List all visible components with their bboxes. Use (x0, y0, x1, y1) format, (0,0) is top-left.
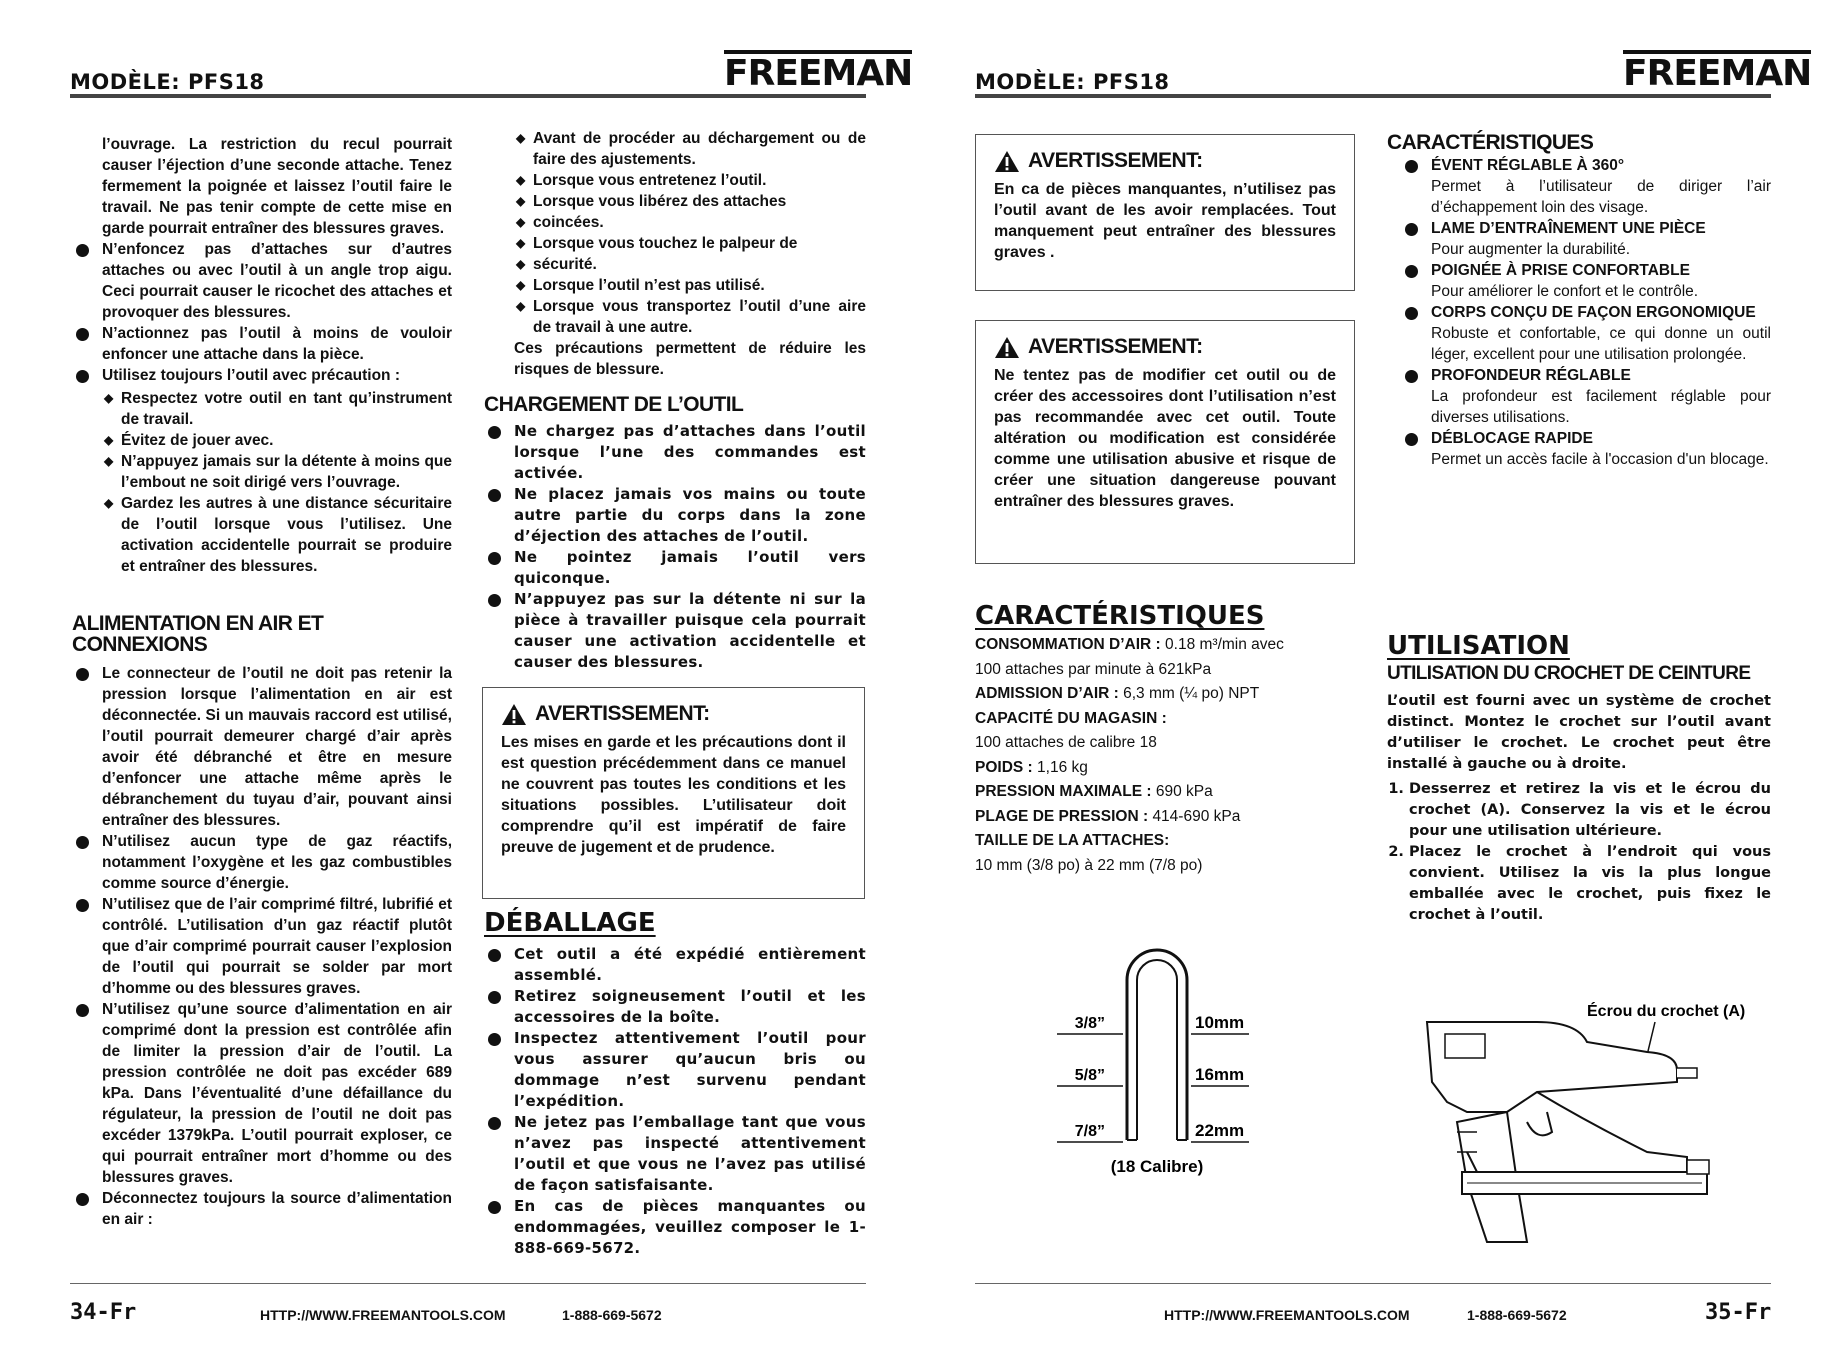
list-item: 1. Desserrez et retirez la vis et le écrou du crochet (A). Conservez la vis et le écrou pour une utilisation ultérieure. (1409, 779, 1771, 842)
list-item: CORPS CONÇU DE FAÇON ERGONOMIQUE Robuste et confortable, ce qui donne un outil léger, excellent pour une utilisation prolongée. (1401, 302, 1771, 365)
spec-air: CONSOMMATION D’AIR : 0.18 m³/min avec (975, 636, 1284, 653)
list-item: ÉVENT RÉGLABLE À 360° Permet à l’utilisateur de diriger l’air d’échappement loin des visage. (1401, 155, 1771, 218)
page-number: 35-Fr (1705, 1300, 1772, 1325)
list-item: POIGNÉE À PRISE CONFORTABLE Pour améliorer le confort et le contrôle. (1401, 260, 1771, 302)
usage-intro: L’outil est fourni avec un système de crochet distinct. Montez le crochet sur l’outil avant d’utiliser le crochet. Le crochet peut être installé à gauche ou à droite. (1387, 693, 1771, 772)
list-item: N’actionnez pas l’outil à moins de vouloir enfoncer une attache dans la pièce. (72, 323, 452, 365)
staple-caption: (18 Calibre) (1110, 1157, 1204, 1176)
list-item: N’appuyez pas sur la détente ni sur la pièce à travailler puisque cela pourrait causer une activation accidentelle et causer des blessures. (484, 589, 866, 673)
warning-triangle-icon (994, 150, 1020, 173)
model-header: MODÈLE: PFS18 (975, 70, 1170, 94)
warning-heading (501, 702, 846, 726)
footer-rule (70, 1283, 866, 1284)
right-page (917, 0, 1834, 1362)
warning-body: Ne tentez pas de modifier cet outil ou de créer des accessoires dont l’utilisation n’est pas recommandée avec cet outil. Toute altération ou modification est considérée comme une utilisation abusive et risque de créer une situation dangereuse pouvant entraîner des blessures graves. (994, 367, 1336, 510)
staple-label-16mm: 16mm (1195, 1065, 1245, 1084)
footer-url: HTTP://WWW.FREEMANTOOLS.COM (260, 1307, 506, 1323)
air-section-title: ALIMENTATION EN AIR ET CONNEXIONS (72, 612, 324, 656)
spec-size-label: TAILLE DE LA ATTACHES: (975, 832, 1170, 849)
warning-title: AVERTISSEMENT: (1028, 335, 1203, 358)
staple-label-3-8: 3/8” (1074, 1015, 1105, 1032)
list-item: N’utilisez aucun type de gaz réactifs, notamment l’oxygène et les gaz combustibles comme source d’énergie. (72, 831, 452, 894)
usage-section (1387, 631, 1771, 926)
staple-label-7-8: 7/8” (1074, 1123, 1105, 1140)
list-item: Inspectez attentivement l’outil pour vous assurer qu’aucun bris ou dommage n’est survenu pendant l’expédition. (484, 1028, 866, 1112)
warning-box (482, 687, 865, 899)
warning-heading (994, 335, 1336, 359)
list-item: PROFONDEUR RÉGLABLE La profondeur est facilement réglable pour diverses utilisations. (1401, 365, 1771, 428)
list-item: ◆ N’appuyez jamais sur la détente à moins que l’embout ne soit dirigé vers l’ouvrage. (102, 451, 452, 493)
model-header: MODÈLE: PFS18 (70, 70, 265, 94)
warning-box-2 (975, 320, 1355, 564)
usage-title: UTILISATION (1387, 631, 1570, 661)
warning-heading (994, 149, 1336, 173)
list-item: ◆ Avant de procéder au déchargement ou de faire des ajustements. (514, 128, 866, 170)
spec-inlet: ADMISSION D’AIR : 6,3 mm (¼ po) NPT (975, 685, 1260, 702)
staple-diagram (1037, 920, 1337, 1180)
staple-label-10mm: 10mm (1195, 1013, 1245, 1032)
warning-title: AVERTISSEMENT: (1028, 149, 1203, 172)
spec-mag-value: 100 attaches de calibre 18 (975, 734, 1157, 751)
list-item: ◆ Lorsque vous entretenez l’outil. (514, 170, 866, 191)
left-col-1 (72, 134, 452, 1230)
list-item: 2. Placez le crochet à l’endroit qui vous convient. Utilisez la vis la plus longue emballée avec le crochet, puis fixez le crochet à l’outil. (1409, 842, 1771, 926)
spec-weight: POIDS : 1,16 kg (975, 758, 1088, 776)
warning-body: Les mises en garde et les précautions dont il est question précédemment dans ce manuel ne couvrent pas toutes les conditions et les situations possibles. L’utilisateur doit comprendre qu’il est impératif de faire preuve de jugement et de prudence. (501, 734, 846, 856)
list-item: DÉBLOCAGE RAPIDE Permet un accès facile à l'occasion d'un blocage. (1401, 428, 1771, 470)
header-rule (975, 94, 1771, 98)
freeman-logo: FREEMAN (1623, 50, 1811, 94)
spec-air-2: 100 attaches par minute à 621kPa (975, 660, 1212, 678)
list-item: ◆ Lorsque vous libérez des attaches (514, 191, 866, 212)
features-list (1387, 155, 1771, 470)
intro-text: l’ouvrage. La restriction du recul pourrait causer l’éjection d’une seconde attache. Tenez fermement la poignée et laissez l’outil faire le travail. Ne pas tenir compte de cette mise en garde pourrait entraîner des blessures graves. (102, 136, 452, 237)
warning-box-1 (975, 134, 1355, 291)
list-item: ◆ Lorsque vous touchez le palpeur de (514, 233, 866, 254)
features-section (1387, 132, 1771, 470)
warning-triangle-icon (501, 703, 527, 726)
header-rule (70, 94, 866, 98)
spec-prange: PLAGE DE PRESSION : 414-690 kPa (975, 807, 1241, 825)
list-item: N’enfoncez pas d’attaches sur d’autres attaches ou avec l’outil à un angle trop aigu. Ceci pourrait causer le ricochet des attaches et provoquer des blessures. (72, 239, 452, 323)
list-item: ◆ Respectez votre outil en tant qu’instrument de travail. (102, 388, 452, 430)
air-bullets (72, 663, 452, 1230)
list-item: ◆ Lorsque l’outil n’est pas utilisé. (514, 275, 866, 296)
list-item: En cas de pièces manquantes ou endommagées, veuillez composer le 1-888-669-5672. (484, 1196, 866, 1259)
staple-label-22mm: 22mm (1195, 1121, 1245, 1140)
usage-subtitle: UTILISATION DU CROCHET DE CEINTURE (1387, 663, 1751, 684)
specs-section (975, 601, 1355, 878)
left-col-2 (484, 128, 866, 673)
usage-steps (1387, 779, 1771, 926)
list-item: N’utilisez que de l’air comprimé filtré, lubrifié et contrôlé. L’utilisation d’un gaz réactif plutôt que d’air comprimé pourrait causer l’explosion de l’outil qui pourrait se solder par mort d’homme ou des blessures graves. (72, 894, 452, 999)
spec-pmax: PRESSION MAXIMALE : 690 kPa (975, 783, 1213, 800)
freeman-logo: FREEMAN (724, 50, 912, 94)
list-item: ◆ Évitez de jouer avec. (102, 430, 452, 451)
list-item: Ne placez jamais vos mains ou toute autre partie du corps dans la zone d’éjection des attaches de l’outil. (484, 484, 866, 547)
list-item: Ne pointez jamais l’outil vers quiconque. (484, 547, 866, 589)
list-item: Le connecteur de l’outil ne doit pas retenir la pression lorsque l’alimentation en air est déconnectée. Si un mauvais raccord est utilisé, l’outil pourrait demeurer chargé d’air après avoir été débranché et être en mesure d’enfoncer une attache même après le débranchement du tuyau d’air, pouvant ainsi entraîner des blessures. (72, 663, 452, 831)
warning-triangle-icon (994, 336, 1020, 359)
list-item: N’utilisez qu’une source d’alimentation en air comprimé dont la pression est contrôlée afin de limiter la pression d’air de l’outil. La pression contrôlée ne doit pas excéder 689 kPa. Dans l’éventualité d’une défaillance du régulateur, la pression de l’outil ne doit pas excéder 1379kPa. L’outil pourrait exploser, ce qui pourrait entraîner mort d’homme ou des blessures graves. (72, 999, 452, 1188)
precaution-note: Ces précautions permettent de réduire les risques de blessure. (514, 340, 866, 378)
hook-nut-label: Écrou du crochet (A) (1587, 1003, 1746, 1020)
spec-size-value: 10 mm (3/8 po) à 22 mm (7/8 po) (975, 856, 1203, 874)
list-item: Retirez soigneusement l’outil et les accessoires de la boîte. (484, 986, 866, 1028)
unpack-bullets (484, 944, 866, 1259)
list-item: Déconnectez toujours la source d’alimentation en air : (72, 1188, 452, 1230)
list-item: LAME D’ENTRAÎNEMENT UNE PIÈCE Pour augmenter la durabilité. (1401, 218, 1771, 260)
list-item: ◆ sécurité. (514, 254, 866, 275)
safety-bullets (72, 239, 452, 386)
precaution-subbullets (72, 388, 452, 577)
unpack-section (484, 908, 866, 1259)
footer-phone: 1-888-669-5672 (1467, 1307, 1567, 1323)
unpack-title: DÉBALLAGE (484, 908, 656, 938)
list-item: ◆ Lorsque vous transportez l’outil d’une aire de travail à une autre. (514, 296, 866, 338)
warning-title: AVERTISSEMENT: (535, 702, 710, 725)
list-item: Ne chargez pas d’attaches dans l’outil lorsque l’une des commandes est activée. (484, 421, 866, 484)
footer-url: HTTP://WWW.FREEMANTOOLS.COM (1164, 1307, 1410, 1323)
load-section-title: CHARGEMENT DE L’OUTIL (484, 393, 744, 416)
nailer-illustration (1387, 982, 1771, 1250)
list-item: ◆ Gardez les autres à une distance sécuritaire de l’outil lorsque vous l’utilisez. Une activation accidentelle pourrait se produire et entraîner des blessures. (102, 493, 452, 577)
footer-phone: 1-888-669-5672 (562, 1307, 662, 1323)
spec-mag-label: CAPACITÉ DU MAGASIN : (975, 709, 1167, 727)
warning-body: En ca de pièces manquantes, n’utilisez pas l’outil avant de les avoir remplacées. Tout manquement peut entraîner des blessures graves . (994, 181, 1336, 261)
list-item: Cet outil a été expédié entièrement assemblé. (484, 944, 866, 986)
list-item: Utilisez toujours l’outil avec précaution : (72, 365, 452, 386)
load-bullets (484, 421, 866, 673)
list-item: Ne jetez pas l’emballage tant que vous n’avez pas inspecté attentivement l’outil et que vous ne l’avez pas utilisé de façon satisfaisante. (484, 1112, 866, 1196)
specs-title: CARACTÉRISTIQUES (975, 601, 1265, 631)
list-item: ◆ coincées. (514, 212, 866, 233)
staple-label-5-8: 5/8” (1074, 1067, 1105, 1084)
page-number: 34-Fr (70, 1300, 137, 1325)
disconnect-subbullets (484, 128, 866, 338)
footer-rule (975, 1283, 1771, 1284)
features-title: CARACTÉRISTIQUES (1387, 131, 1594, 154)
